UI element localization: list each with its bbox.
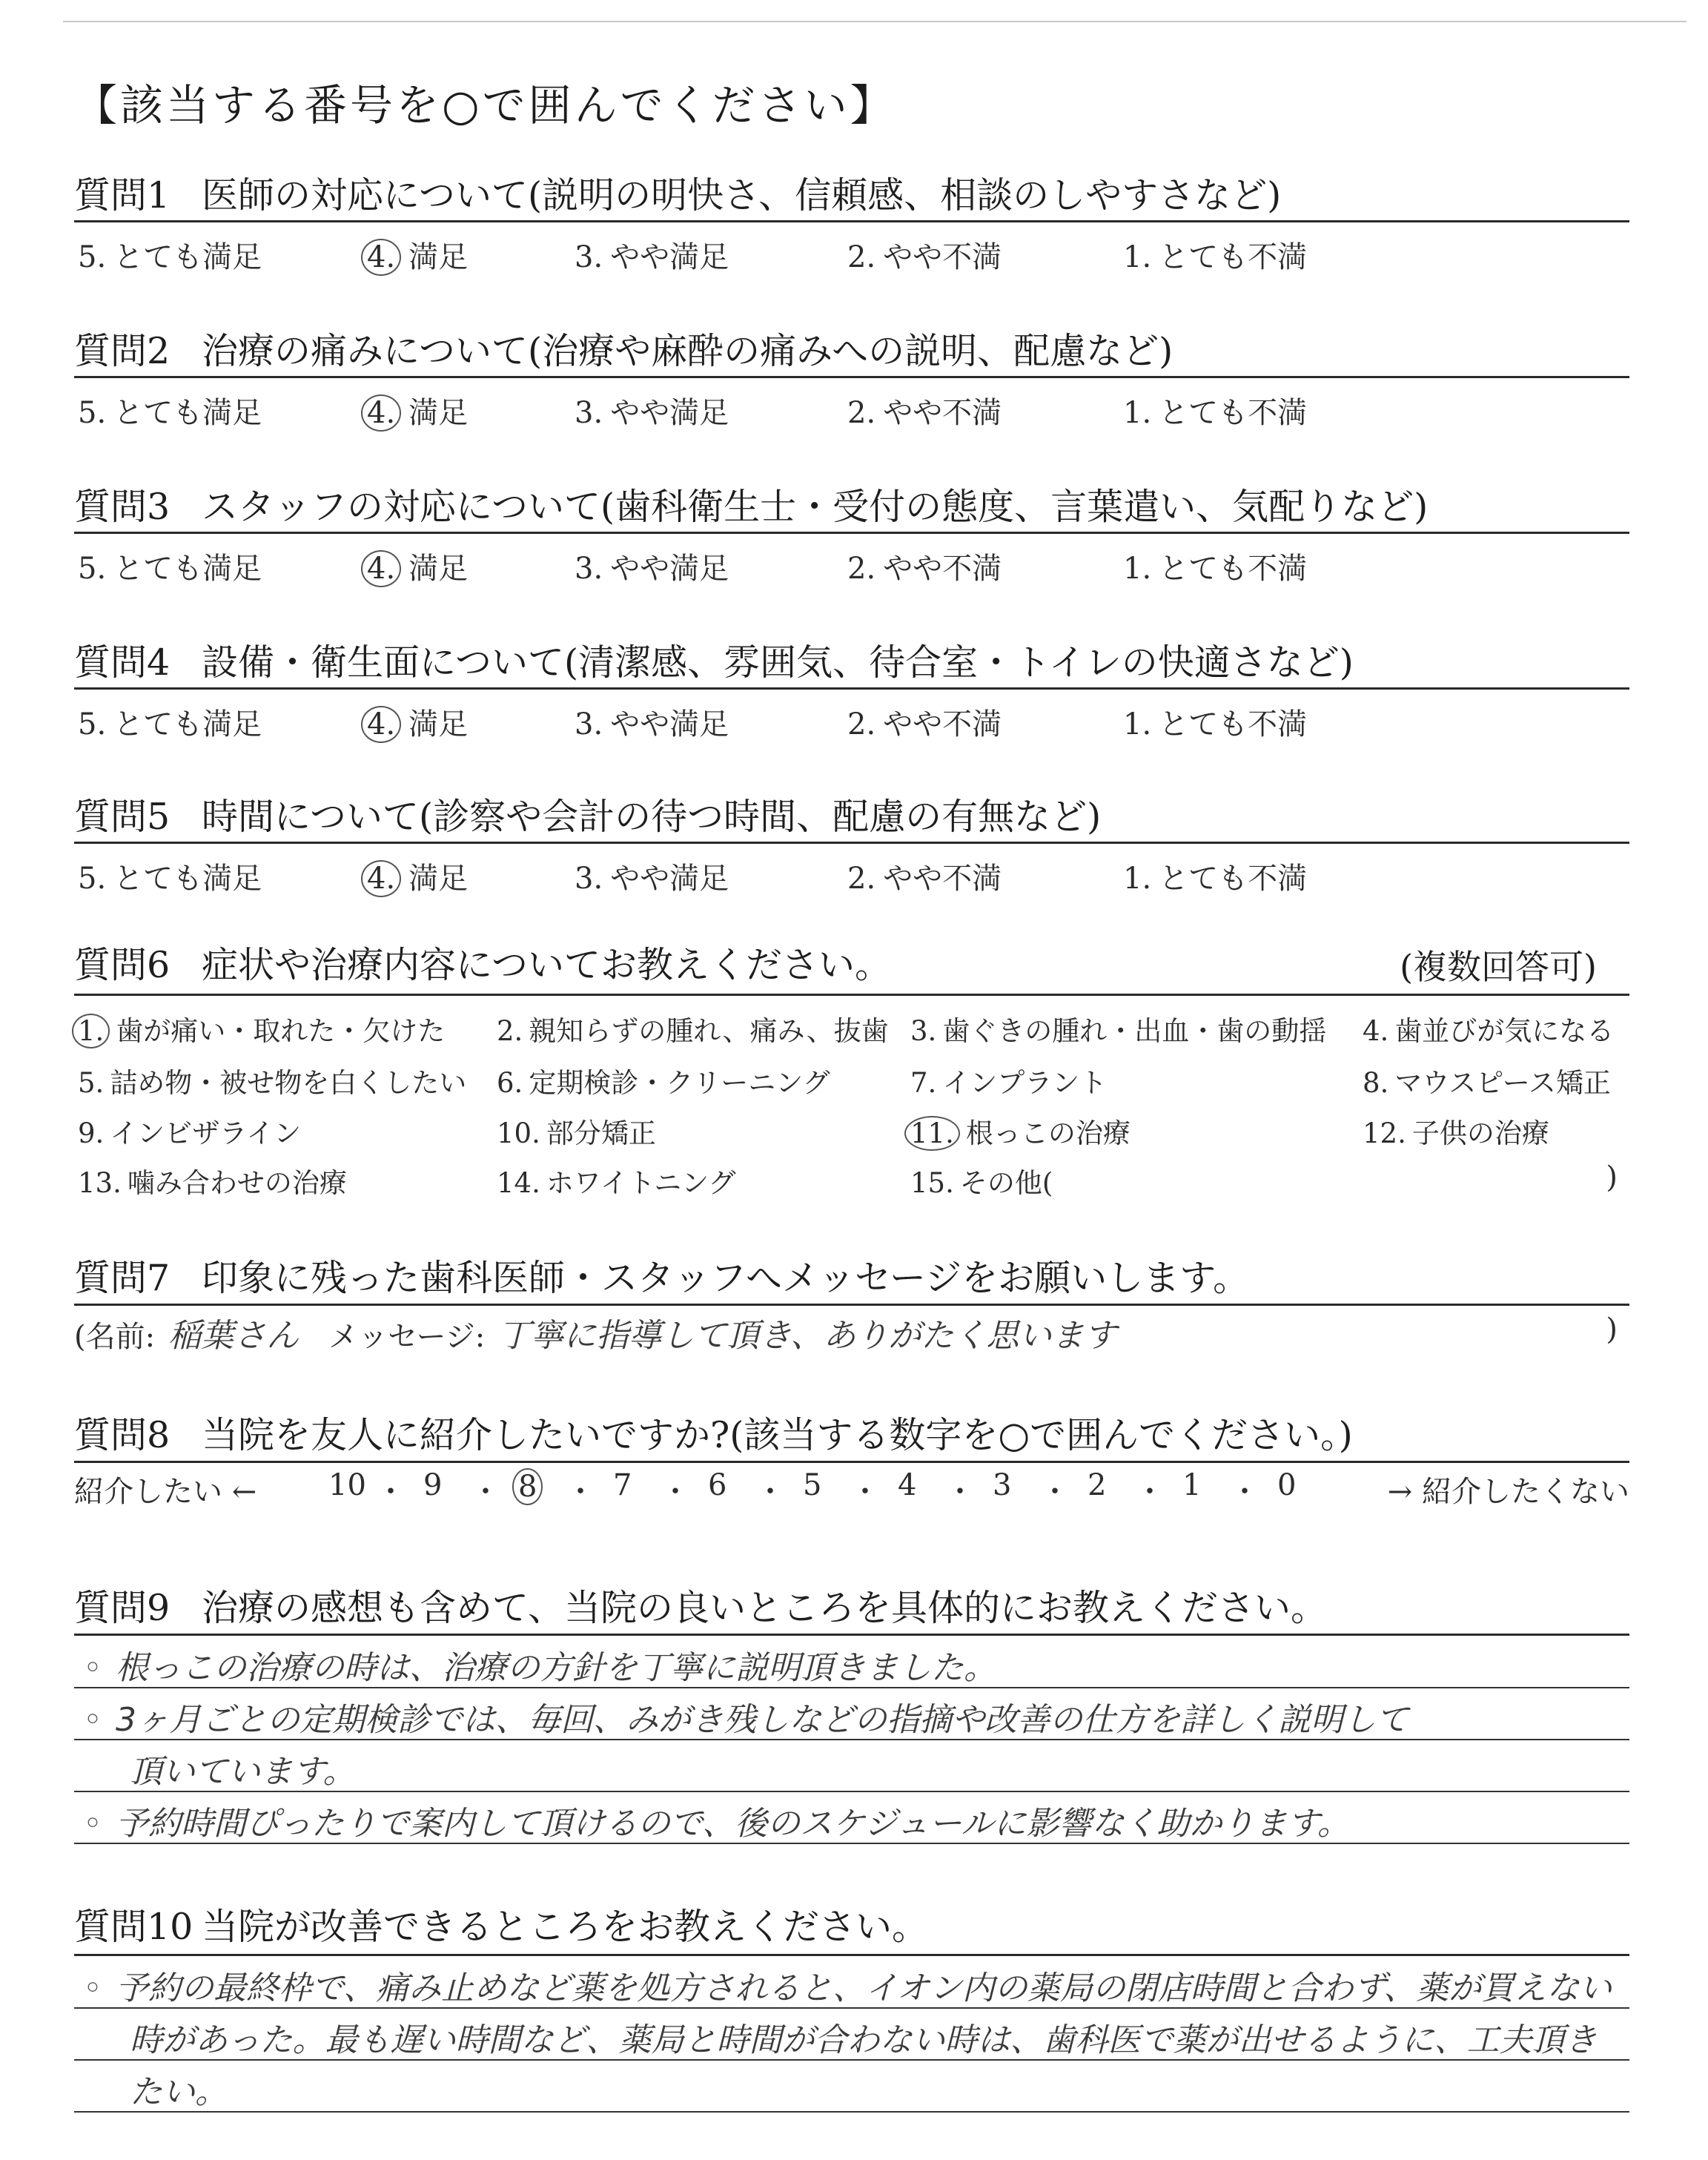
option-label: とても満足 xyxy=(113,396,262,430)
q7-heading xyxy=(74,1249,1249,1301)
option-label: 満足 xyxy=(408,862,469,896)
q3-text: スタッフの対応について(歯科衛生士・受付の態度、言葉遣い、気配りなど) xyxy=(202,486,1429,528)
q1-heading xyxy=(74,167,1281,219)
option-label: 根っこの治療 xyxy=(965,1117,1131,1149)
q9-writing-rule xyxy=(74,1687,1629,1688)
q7-text: 印象に残った歯科医師・スタッフへメッセージをお願いします。 xyxy=(202,1257,1250,1299)
q8-scale-10[interactable]: 10 xyxy=(328,1468,366,1502)
option-number: 2. xyxy=(847,862,876,896)
option-number: 4. xyxy=(361,550,401,587)
q9-rule xyxy=(74,1634,1629,1636)
option-label: やや満足 xyxy=(610,396,729,430)
q6-option-6[interactable] xyxy=(497,1060,830,1100)
q8-number: 質問8 xyxy=(74,1414,171,1456)
q4-option-2[interactable] xyxy=(847,701,1002,743)
q6-option-13[interactable] xyxy=(78,1160,347,1200)
q4-number: 質問4 xyxy=(74,641,171,684)
q6-option-9[interactable] xyxy=(78,1111,301,1151)
option-label: やや不満 xyxy=(883,552,1002,586)
q4-option-1[interactable] xyxy=(1123,701,1307,743)
q2-number: 質問2 xyxy=(74,330,171,372)
option-label: やや不満 xyxy=(883,862,1002,896)
option-label: やや満足 xyxy=(610,240,729,274)
q6-option-5[interactable] xyxy=(78,1060,466,1100)
q6-multiple-note: (複数回答可) xyxy=(1400,947,1597,987)
bullet-icon: ◦ xyxy=(83,1649,102,1687)
option-label: 満足 xyxy=(408,396,469,430)
bullet-icon: ◦ xyxy=(83,1969,102,2007)
q2-option-2[interactable] xyxy=(847,389,1002,432)
option-label: とても不満 xyxy=(1159,707,1308,742)
q8-scale-5[interactable]: 5 xyxy=(803,1468,822,1502)
q1-option-5[interactable] xyxy=(78,234,262,276)
q8-scale-6[interactable]: 6 xyxy=(708,1468,727,1502)
q7-close-paren: ) xyxy=(1606,1312,1618,1347)
q8-rule xyxy=(74,1461,1629,1463)
q8-scale-3[interactable]: 3 xyxy=(993,1468,1012,1502)
q10-writing-rule xyxy=(74,2007,1629,2009)
q6-option-11[interactable] xyxy=(910,1111,1131,1151)
q3-option-2[interactable] xyxy=(847,545,1002,587)
q7-message-value[interactable]: 丁寧に指導して頂き、ありがたく思います xyxy=(498,1317,1117,1355)
option-number: 5. xyxy=(78,1067,105,1099)
q6-heading xyxy=(74,937,891,988)
option-number: 1. xyxy=(1123,707,1152,742)
option-label: インビザライン xyxy=(110,1117,302,1149)
option-number: 5. xyxy=(78,240,107,274)
option-label: マウスピース矯正 xyxy=(1394,1067,1611,1099)
q2-heading xyxy=(74,323,1173,374)
q7-number: 質問7 xyxy=(74,1257,171,1299)
q3-option-3[interactable] xyxy=(575,545,729,587)
q9-answer-text: 根っこの治療の時は、治療の方針を丁寧に説明頂きました。 xyxy=(115,1649,996,1687)
q5-heading xyxy=(74,788,1101,840)
q4-option-4[interactable] xyxy=(367,701,468,743)
option-number: 5. xyxy=(78,396,107,430)
option-label: やや不満 xyxy=(883,396,1002,430)
option-number: 7. xyxy=(910,1067,937,1099)
q6-text: 症状や治療内容についてお教えください。 xyxy=(202,944,892,986)
option-label: インプラント xyxy=(942,1067,1108,1099)
option-label: とても不満 xyxy=(1159,552,1308,586)
option-number: 4. xyxy=(361,860,401,897)
q6-option-3[interactable] xyxy=(910,1008,1326,1048)
q1-option-2[interactable] xyxy=(847,234,1002,276)
option-label: 満足 xyxy=(408,552,469,586)
q3-option-1[interactable] xyxy=(1123,545,1307,587)
q6-option-15[interactable] xyxy=(910,1160,1053,1200)
q9-answer-line[interactable] xyxy=(74,1797,1350,1843)
q7-message-line xyxy=(74,1309,1146,1356)
option-label: 詰め物・被せ物を白くしたい xyxy=(110,1067,467,1099)
q5-number: 質問5 xyxy=(74,796,171,838)
q10-text: 当院が改善できるところをお教えください。 xyxy=(202,1906,929,1948)
q7-message-label: メッセージ: xyxy=(328,1320,486,1354)
option-number: 14. xyxy=(497,1167,540,1199)
bullet-icon: ◦ xyxy=(83,1805,102,1843)
q8-separator: ・ xyxy=(945,1475,975,1509)
q8-separator: ・ xyxy=(1230,1475,1260,1509)
q5-option-5[interactable] xyxy=(78,855,262,897)
q3-heading xyxy=(74,478,1428,530)
option-number: 1. xyxy=(1123,396,1152,430)
option-label: とても満足 xyxy=(113,707,262,742)
q8-separator: ・ xyxy=(755,1475,785,1509)
q1-text: 医師の対応について(説明の明快さ、信頼感、相談のしやすさなど) xyxy=(202,174,1282,217)
q9-answer-text: 予約時間ぴったりで案内して頂けるので、後のスケジュールに影響なく助かります。 xyxy=(115,1805,1350,1843)
q10-heading xyxy=(74,1898,928,1950)
q6-number: 質問6 xyxy=(74,944,171,986)
q3-number: 質問3 xyxy=(74,486,171,528)
q6-option-14[interactable] xyxy=(497,1160,736,1200)
option-number: 1. xyxy=(1123,552,1152,586)
q8-heading xyxy=(74,1407,1353,1459)
option-number: 6. xyxy=(497,1067,523,1099)
q6-rule xyxy=(74,994,1629,996)
q9-answer-line[interactable] xyxy=(74,1693,1409,1739)
q6-option-10[interactable] xyxy=(497,1111,656,1151)
q6-option-7[interactable] xyxy=(910,1060,1107,1100)
option-number: 5. xyxy=(78,552,107,586)
option-number: 3. xyxy=(575,240,603,274)
q2-option-5[interactable] xyxy=(78,389,262,432)
option-number: 4. xyxy=(1363,1015,1389,1047)
q2-option-4[interactable] xyxy=(367,389,468,432)
q6-option-2[interactable] xyxy=(497,1008,889,1048)
page-frame-top xyxy=(63,21,1687,22)
option-label: やや満足 xyxy=(610,707,729,742)
q8-separator: ・ xyxy=(661,1475,690,1509)
option-number: 2. xyxy=(847,707,876,742)
q1-option-3[interactable] xyxy=(575,234,729,276)
q8-scale-0[interactable]: 0 xyxy=(1277,1468,1297,1502)
q5-option-1[interactable] xyxy=(1123,855,1307,897)
option-number: 8. xyxy=(1363,1067,1389,1099)
option-label: やや満足 xyxy=(610,552,729,586)
q3-option-5[interactable] xyxy=(78,545,262,587)
q9-answer-text: 3ヶ月ごとの定期検診では、毎回、みがき残しなどの指摘や改善の仕方を詳しく説明して xyxy=(115,1701,1409,1739)
option-label: とても不満 xyxy=(1159,240,1308,274)
option-label: 満足 xyxy=(408,707,469,742)
option-label: 定期検診・クリーニング xyxy=(529,1067,830,1099)
option-label: やや満足 xyxy=(610,862,729,896)
q9-heading xyxy=(74,1579,1327,1631)
option-label: その他( xyxy=(959,1167,1053,1199)
option-label: 親知らずの腫れ、痛み、抜歯 xyxy=(529,1015,889,1047)
option-number: 1. xyxy=(1123,862,1152,896)
q4-heading xyxy=(74,634,1354,686)
option-label: 歯並びが気になる xyxy=(1394,1015,1615,1047)
q2-text: 治療の痛みについて(治療や麻酔の痛みへの説明、配慮など) xyxy=(202,330,1174,372)
q5-text: 時間について(診察や会計の待つ時間、配慮の有無など) xyxy=(202,796,1102,838)
option-number: 15. xyxy=(910,1167,954,1199)
option-label: 歯ぐきの腫れ・出血・歯の動揺 xyxy=(942,1015,1327,1047)
q4-option-5[interactable] xyxy=(78,701,262,743)
q6-option-4[interactable] xyxy=(1363,1008,1614,1048)
option-number: 4. xyxy=(361,239,401,276)
q8-separator: ・ xyxy=(850,1475,880,1509)
q10-answer-text: たい。 xyxy=(130,2073,228,2111)
q9-writing-rule xyxy=(74,1739,1629,1740)
q1-option-4[interactable] xyxy=(367,234,468,276)
option-number: 5. xyxy=(78,707,107,742)
q4-rule xyxy=(74,687,1629,690)
q8-separator: ・ xyxy=(566,1475,595,1509)
option-label: とても満足 xyxy=(113,240,262,274)
q7-name-label: (名前: xyxy=(74,1320,156,1354)
option-label: 噛み合わせの治療 xyxy=(127,1167,347,1199)
q2-option-3[interactable] xyxy=(575,389,729,432)
option-number: 5. xyxy=(78,862,107,896)
q5-option-2[interactable] xyxy=(847,855,1002,897)
q5-option-3[interactable] xyxy=(575,855,729,897)
option-number: 3. xyxy=(575,552,603,586)
q8-scale-7[interactable]: 7 xyxy=(613,1468,632,1502)
q8-separator: ・ xyxy=(1135,1475,1165,1509)
q1-number: 質問1 xyxy=(74,174,171,217)
q10-answer-line[interactable] xyxy=(74,1961,1612,2007)
option-label: やや不満 xyxy=(883,707,1002,742)
q9-answer-line[interactable] xyxy=(74,1745,356,1791)
q8-separator: ・ xyxy=(376,1475,406,1509)
q8-scale-1[interactable]: 1 xyxy=(1182,1468,1202,1502)
q4-text: 設備・衛生面について(清潔感、雰囲気、待合室・トイレの快適さなど) xyxy=(202,641,1354,684)
q8-scale-9[interactable]: 9 xyxy=(423,1468,443,1502)
q9-writing-rule xyxy=(74,1843,1629,1844)
option-number: 2. xyxy=(847,552,876,586)
q3-rule xyxy=(74,532,1629,534)
q5-option-4[interactable] xyxy=(367,855,468,897)
q8-scale-8[interactable]: 8 xyxy=(512,1468,543,1505)
option-number: 13. xyxy=(78,1167,122,1199)
option-number: 4. xyxy=(361,706,401,743)
q8-right-label: → 紹介したくない xyxy=(1387,1475,1629,1509)
option-label: やや不満 xyxy=(883,240,1002,274)
option-label: とても不満 xyxy=(1159,862,1308,896)
bullet-icon: ◦ xyxy=(83,1701,102,1739)
q8-scale-2[interactable]: 2 xyxy=(1088,1468,1107,1502)
q7-name-value[interactable]: 稲葉さん xyxy=(168,1317,299,1355)
q8-separator: ・ xyxy=(1040,1475,1070,1509)
q10-answer-line[interactable] xyxy=(74,2013,1598,2059)
option-label: 子供の治療 xyxy=(1411,1117,1549,1149)
option-label: 満足 xyxy=(408,240,469,274)
option-number: 1. xyxy=(72,1014,110,1048)
q10-answer-line[interactable] xyxy=(74,2065,228,2111)
option-number: 9. xyxy=(78,1117,105,1149)
q2-rule xyxy=(74,376,1629,378)
q6-option-1[interactable] xyxy=(78,1008,445,1048)
q8-scale-4[interactable]: 4 xyxy=(898,1468,917,1502)
option-label: とても満足 xyxy=(113,862,262,896)
option-number: 1. xyxy=(1123,240,1152,274)
option-number: 3. xyxy=(575,862,603,896)
q3-option-4[interactable] xyxy=(367,545,468,587)
q10-writing-rule xyxy=(74,2059,1629,2061)
option-label: 部分矯正 xyxy=(546,1117,656,1149)
option-label: 歯が痛い・取れた・欠けた xyxy=(116,1015,446,1047)
option-label: とても不満 xyxy=(1159,396,1308,430)
q4-option-3[interactable] xyxy=(575,701,729,743)
q10-number: 質問10 xyxy=(74,1906,193,1948)
q9-text: 治療の感想も含めて、当院の良いところを具体的にお教えください。 xyxy=(202,1587,1328,1629)
option-number: 4. xyxy=(361,394,401,432)
option-number: 3. xyxy=(910,1015,937,1047)
option-number: 11. xyxy=(904,1116,960,1151)
q9-writing-rule xyxy=(74,1791,1629,1792)
option-number: 10. xyxy=(497,1117,540,1149)
option-number: 3. xyxy=(575,707,603,742)
page-title: 【該当する番号を○で囲んでください】 xyxy=(74,80,896,131)
q1-rule xyxy=(74,220,1629,222)
q8-separator: ・ xyxy=(471,1475,500,1509)
q7-rule xyxy=(74,1304,1629,1306)
q10-answer-text: 時があった。最も遅い時間など、薬局と時間が合わない時は、歯科医で薬が出せるように、工夫頂き xyxy=(130,2021,1598,2059)
q9-number: 質問9 xyxy=(74,1587,171,1629)
q6-other-close: ) xyxy=(1606,1160,1618,1195)
q8-left-label: 紹介したい ← xyxy=(74,1475,257,1509)
q10-answer-text: 予約の最終枠で、痛み止めなど薬を処方されると、イオン内の薬局の閉店時間と合わず、薬が買えない xyxy=(115,1969,1612,2007)
q6-option-12[interactable] xyxy=(1363,1111,1549,1151)
option-number: 3. xyxy=(575,396,603,430)
q8-text: 当院を友人に紹介したいですか?(該当する数字を○で囲んでください。) xyxy=(202,1414,1353,1456)
option-number: 2. xyxy=(847,396,876,430)
option-number: 2. xyxy=(497,1015,523,1047)
q5-rule xyxy=(74,842,1629,844)
q6-option-8[interactable] xyxy=(1363,1060,1611,1100)
q2-option-1[interactable] xyxy=(1123,389,1307,432)
option-label: ホワイトニング xyxy=(546,1167,736,1199)
q9-answer-text: 頂いています。 xyxy=(130,1753,356,1791)
q1-option-1[interactable] xyxy=(1123,234,1307,276)
option-number: 12. xyxy=(1363,1117,1406,1149)
option-number: 2. xyxy=(847,240,876,274)
option-label: とても満足 xyxy=(113,552,262,586)
q10-writing-rule xyxy=(74,2111,1629,2113)
q9-answer-line[interactable] xyxy=(74,1641,996,1687)
q10-rule xyxy=(74,1954,1629,1956)
